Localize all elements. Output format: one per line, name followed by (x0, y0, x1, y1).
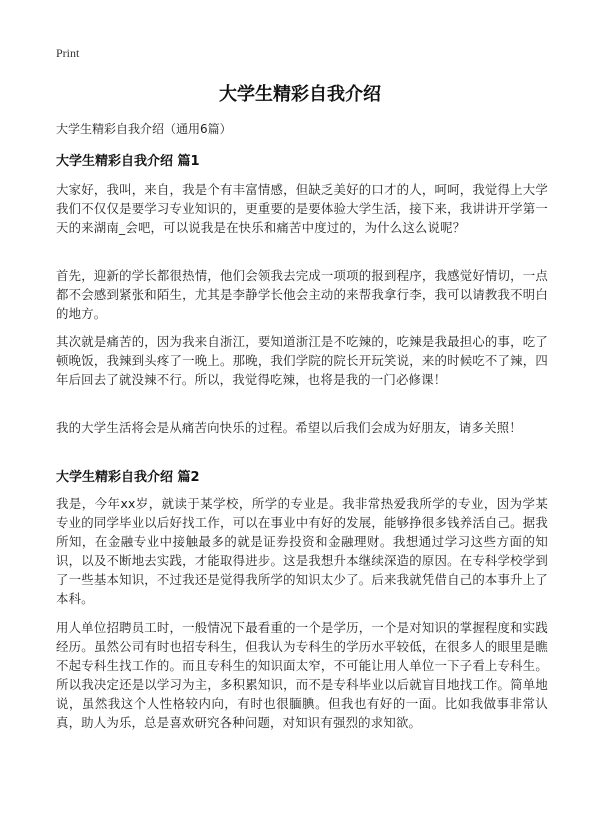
print-label[interactable]: Print (56, 46, 80, 60)
document-title: 大学生精彩自我介绍 (219, 84, 381, 105)
section-1-paragraph-4: 我的大学生活将会是从痛苦向快乐的过程。希望以后我们会成为好朋友，请多关照！ (56, 420, 522, 435)
section-2-paragraph-1: 我是，今年xx岁，就读于某学校，所学的专业是。我非常热爱我所学的专业，因为学某专业的同学毕业以后好找工作，可以在事业中有好的发展，能够挣很多钱养活自己。据我所知，在金融专业中接触最多的就是证券投资和金融理财。我想通过学习这些方面的知识，以及不断地去实践，才能取得进步。这是我想升本继续深造的原因。在专科学校学到了一些基本知识，不过我还是觉得我所学的知识太少了。后来我就凭借自己的本事升上了本科。 (56, 496, 548, 606)
section-heading-2: 大学生精彩自我介绍 篇2 (56, 470, 200, 485)
document-subtitle: 大学生精彩自我介绍（通用6篇） (56, 122, 232, 136)
section-heading-1: 大学生精彩自我介绍 篇1 (56, 154, 200, 169)
section-1-paragraph-1: 大家好，我叫，来自，我是个有丰富情感，但缺乏美好的口才的人，呵呵，我觉得上大学我们不仅仅是要学习专业知识的，更重要的是要体验大学生活，接下来，我讲讲开学第一天的来湖南_会吧，可以说我是在快乐和痛苦中度过的，为什么这么说呢？ (56, 182, 548, 235)
section-1-paragraph-3: 其次就是痛苦的，因为我来自浙江，要知道浙江是不吃辣的，吃辣是我最担心的事，吃了顿晚饭，我辣到头疼了一晚上。那晚，我们学院的院长开玩笑说，来的时候吃不了辣，四年后回去了就没辣不行。所以，我觉得吃辣，也将是我的一门必修课！ (56, 334, 548, 387)
section-2-paragraph-2: 用人单位招聘员工时，一般情况下最看重的一个是学历，一个是对知识的掌握程度和实践经历。虽然公司有时也招专科生，但我认为专科生的学历水平较低，在很多人的眼里是瞧不起专科生找工作的。而且专科生的知识面太窄，不可能让用人单位一下子看上专科生。所以我决定还是以学习为主，多积累知识，而不是专科毕业以后就盲目地找工作。简单地说，虽然我这个人性格较内向，有时也很腼腆。但我也有好的一面。比如我做事非常认真，助人为乐，总是喜欢研究各种问题，对知识有强烈的求知欲。 (56, 620, 548, 730)
section-1-paragraph-2: 首先，迎新的学长都很热情，他们会领我去完成一项项的报到程序，我感觉好情切，一点都不会感到紧张和陌生，尤其是李静学长他会主动的来帮我拿行李，我可以请教我不明白的地方。 (56, 268, 548, 321)
